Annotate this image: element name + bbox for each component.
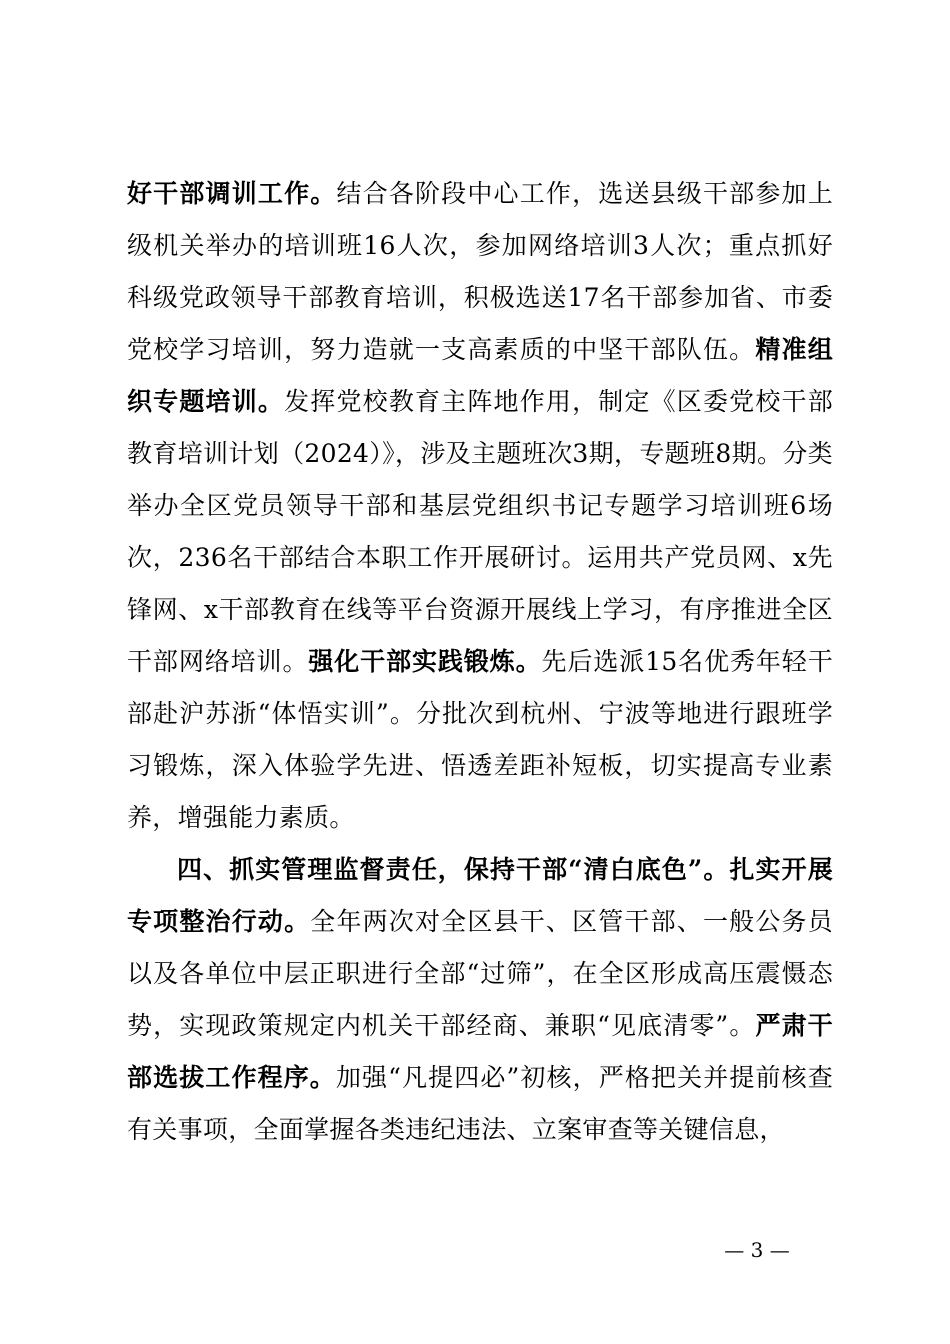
section-heading-four: 四、抓实管理监督责任，保持干部“清白底色”。扎实开展专项整治行动。: [127, 855, 833, 936]
bold-heading-practice: 强化干部实践锻炼。: [308, 647, 542, 676]
paragraph-text: 结合各阶段中心工作，选送县级干部参加上级机关举办的培训班16人次，参加网络培训3人次；重点抓好科级党政领导干部教育培训，积极选送17名干部参加省、市委党校学习培训，努力造就一支高素质的中坚干部队伍。: [127, 179, 834, 364]
paragraph-text: 发挥党校教育主阵地作用，制定《区委党校干部教育培训计划（2024）》，涉及主题班次3期，专题班8期。分类举办全区党员领导干部和基层党组织书记专题学习培训班6场次，236名干部结合本职工作开展研讨。运用共产党员网、x先锋网、x干部教育在线等平台资源开展线上学习，有序推进全区干部网络培训。: [127, 387, 833, 676]
paragraph-text: 全年两次对全区县干、区管干部、一般公务员以及各单位中层正职进行全部“过筛”，在全区形成高压震慑态势，实现政策规定内机关干部经商、兼职“见底清零”。: [127, 907, 833, 1040]
bold-heading-special-training: 精准组织专题培训。: [127, 335, 834, 416]
bold-heading-training-call: 好干部调训工作。: [127, 179, 337, 208]
paragraph-training: [127, 168, 833, 844]
paragraph-supervision: [127, 844, 833, 1156]
page-number: — 3 —: [724, 1238, 790, 1262]
paragraph-text: 加强“凡提四必”初核，严格把关并提前核查有关事项，全面掌握各类违纪违法、立案审查等关键信息，: [127, 1063, 833, 1144]
paragraph-text: 先后选派15名优秀年轻干部赴沪苏浙“体悟实训”。分批次到杭州、宁波等地进行跟班学习锻炼，深入体验学先进、悟透差距补短板，切实提高专业素养，增强能力素质。: [127, 647, 834, 832]
document-body: [127, 168, 833, 1156]
bold-heading-selection-procedure: 严肃干部选拔工作程序。: [127, 1011, 833, 1092]
